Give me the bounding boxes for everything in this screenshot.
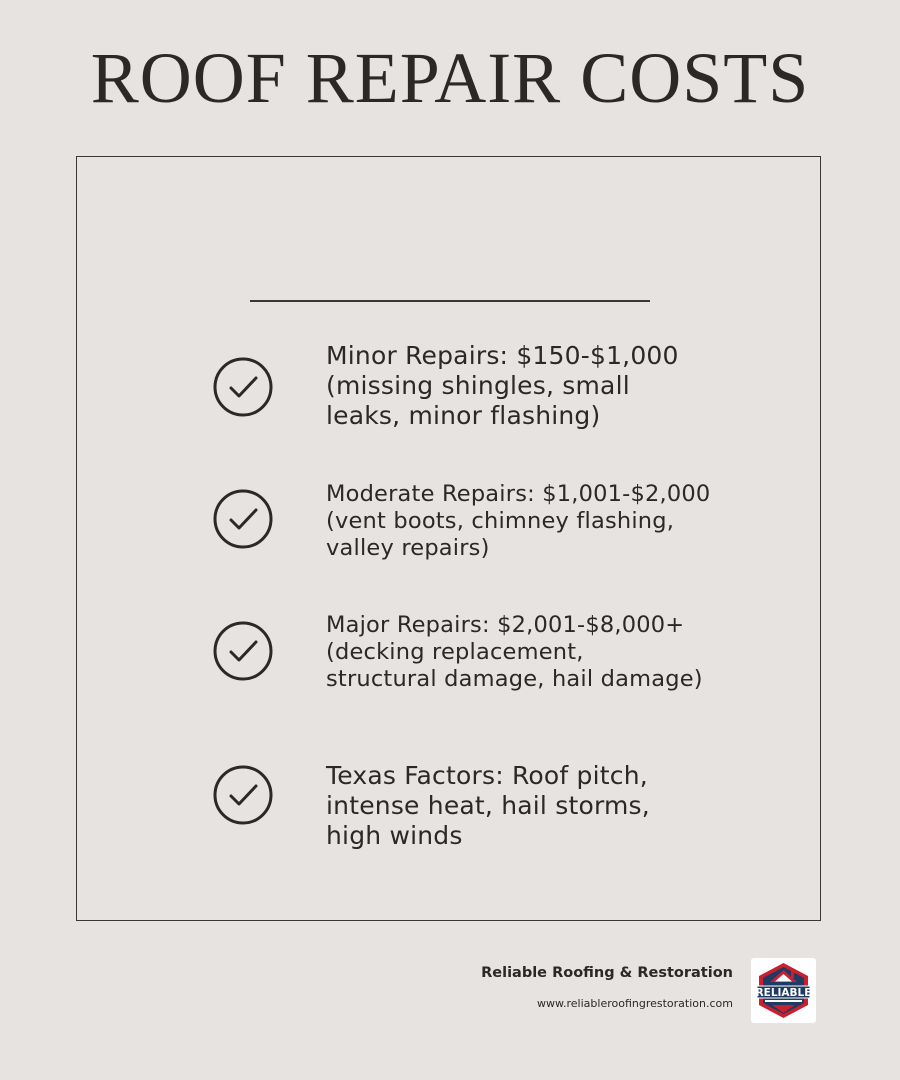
- page-title: ROOF REPAIR COSTS: [90, 38, 810, 118]
- item-line: (decking replacement,: [326, 639, 584, 665]
- check-circle-icon: [212, 488, 274, 550]
- item-line: leaks, minor flashing): [326, 401, 601, 430]
- item-line: Texas Factors: Roof pitch,: [326, 761, 648, 790]
- item-text: [326, 761, 766, 851]
- company-name: Reliable Roofing & Restoration: [481, 965, 733, 981]
- house-shield-logo: [751, 958, 816, 1023]
- item-line: intense heat, hail storms,: [326, 791, 650, 820]
- check-circle-icon: [212, 764, 274, 826]
- item-text: [326, 341, 766, 431]
- item-line: Major Repairs: $2,001-$8,000+: [326, 612, 685, 638]
- item-text: [326, 481, 766, 562]
- item-line: high winds: [326, 821, 463, 850]
- company-url[interactable]: www.reliableroofingrestoration.com: [537, 997, 733, 1010]
- item-line: Minor Repairs: $150-$1,000: [326, 341, 679, 370]
- item-line: Moderate Repairs: $1,001-$2,000: [326, 481, 711, 507]
- company-logo: [751, 958, 816, 1023]
- check-circle-icon: [212, 620, 274, 682]
- divider-line: [250, 300, 650, 302]
- check-circle-icon: [212, 356, 274, 418]
- item-line: (vent boots, chimney flashing,: [326, 508, 675, 534]
- item-line: structural damage, hail damage): [326, 666, 703, 692]
- item-text: [326, 612, 766, 693]
- item-line: (missing shingles, small: [326, 371, 630, 400]
- item-line: valley repairs): [326, 535, 490, 561]
- logo-text: RELIABLE: [755, 987, 812, 999]
